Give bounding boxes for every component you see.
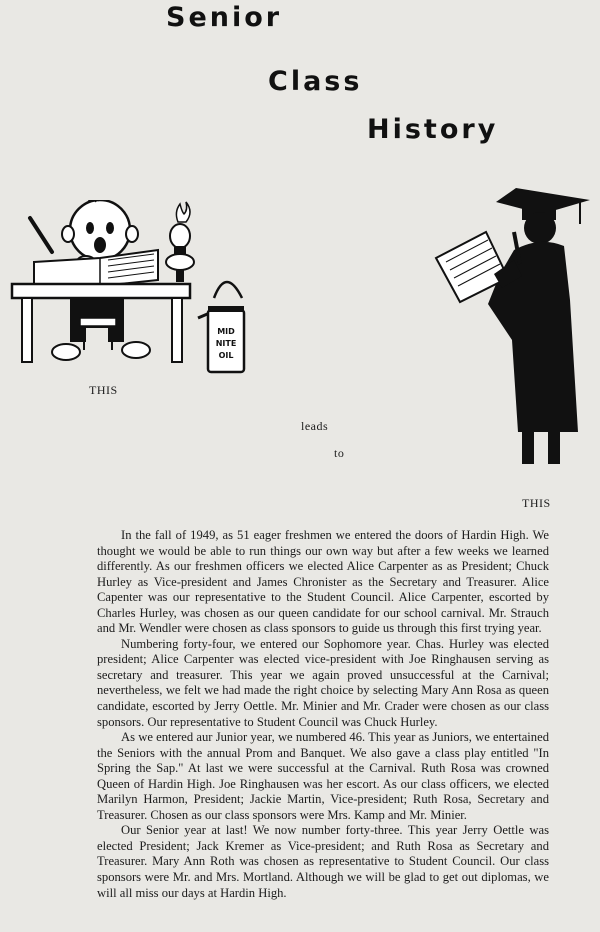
caption-this-left: THIS — [89, 383, 118, 397]
paragraph-freshman-year: In the fall of 1949, as 51 eager freshmen we entered the doors of Hardin High. We thought we would be able to run things our own way but after a few weeks we learned differently. As our freshmen officers we elected Alice Carpenter as as President; Chuck Hurley as Vice-president and James Chronister as the Secretary and Treasurer. Alice Capenter was our representative to the Student Council. Alice Carpenter, escorted by Charles Hurley, was chosen as our queen candidate for our school carnival. Mr. Strauch and Mr. Wendler were chosen as class sponsors to guide us through this first trying year. — [97, 528, 549, 636]
paragraph-sophomore-year: Numbering forty-four, we entered our Sophomore year. Chas. Hurley was elected president; Alice Carpenter was elected vice-president with Joe Ringhausen serving as secretary and treasurer. This year we again proved unsuccessful at the Carnival; nevertheless, we felt we had made the right choice by selecting Mary Ann Rosa as queen candidate, escorted by Jerry Oettle. Mr. Minier and Mr. Crader were chosen as our class sponsors. Our representative to Student Council was Chuck Hurley. — [97, 636, 549, 729]
caption-leads: leads — [301, 419, 329, 433]
class-history-text — [97, 528, 549, 901]
paragraph-junior-year: As we entered aur Junior year, we numbered 46. This year as Juniors, we entertained the Seniors with the annual Prom and Banquet. We also gave a class play entitled "In Spring the Sap." At last we were successful at the Carnival. Ruth Rosa was crowned Queen of Hardin High. Joe Ringhausen was her escort. As our class officers, we elected Marilyn Harmon, President; Jackie Martin, Vice-president; Ruth Rosa, Secretary and Treasurer. Chosen as our class sponsors were Mrs. Kamp and Mr. Minier. — [97, 730, 549, 822]
title-word-class: Class — [268, 66, 363, 97]
title-word-senior: Senior — [166, 2, 283, 33]
caption-to: to — [334, 446, 345, 460]
title-word-history: History — [367, 114, 499, 145]
paragraph-senior-year: Our Senior year at last! We now number forty-three. This year Jerry Oettle was elected President; Jack Kremer as Vice-president; and Ruth Rosa as Secretary and Treasurer. Mary Ann Roth was chosen as representative to Student Council. Our class sponsors were Mr. and Mrs. Mortland. Although we will be glad to get out diplomas, we will all miss our days at Hardin High. — [97, 823, 549, 900]
caption-this-right: THIS — [522, 496, 551, 510]
svg-text:MID: MID — [217, 327, 235, 336]
student-studying-illustration — [8, 200, 248, 380]
svg-text:OIL: OIL — [218, 351, 234, 360]
svg-text:NITE: NITE — [215, 339, 237, 348]
graduate-silhouette-illustration — [430, 180, 600, 470]
